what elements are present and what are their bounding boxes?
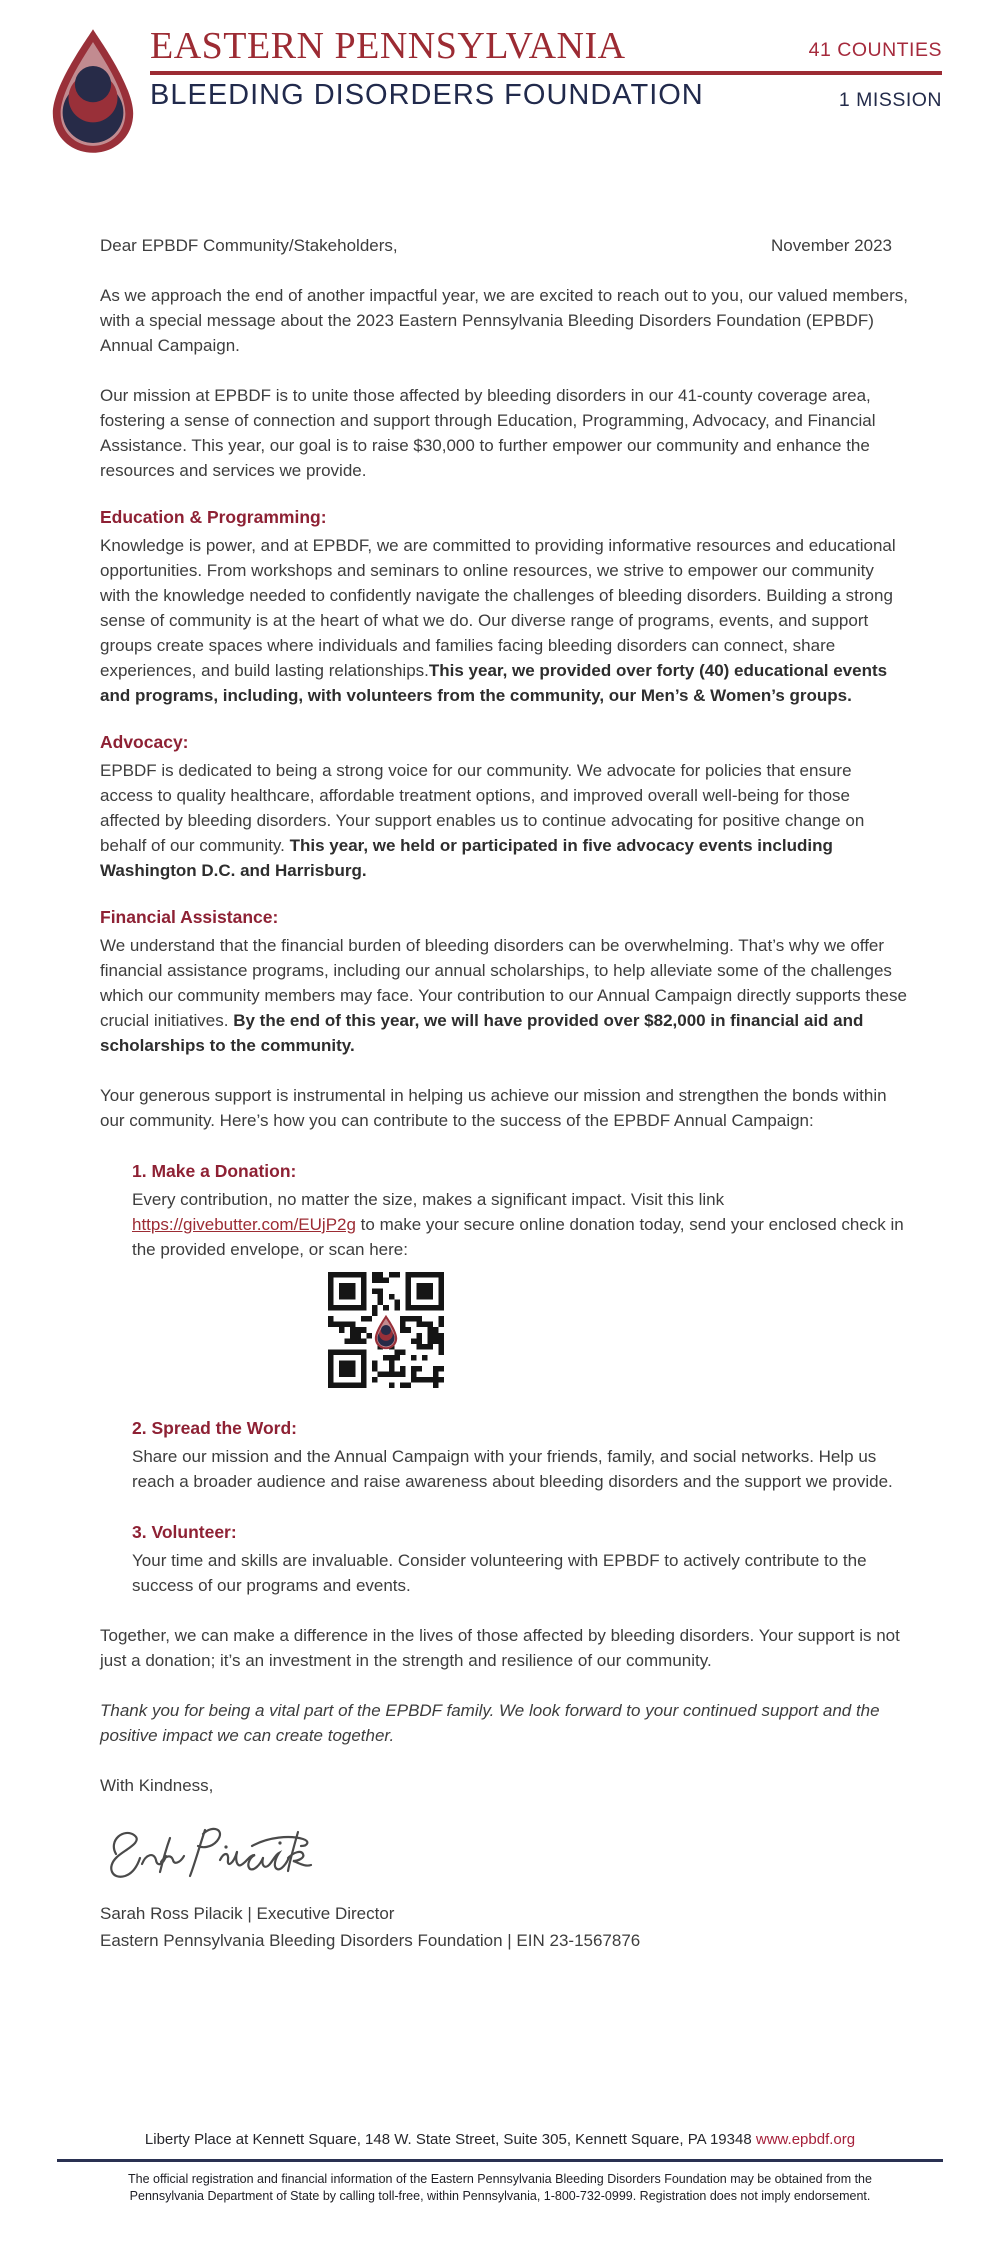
body-text: Your time and skills are invaluable. Consider volunteering with EPBDF to actively contribute to the success of our programs and events.	[132, 1551, 867, 1595]
letter-date: November 2023	[771, 236, 892, 255]
counties-badge: 41 COUNTIES	[808, 39, 942, 61]
section-heading: 2. Spread the Word:	[132, 1418, 297, 1438]
letter-paragraph	[100, 533, 908, 708]
letterhead	[0, 0, 1000, 112]
donation-qr-code	[328, 1272, 444, 1388]
letter-paragraph	[100, 758, 908, 883]
body-text: As we approach the end of another impactful year, we are excited to reach out to you, our valued members, with a special message about the 2023 Eastern Pennsylvania Bleeding Disorders Foundation (EPBDF) Annual Campaign.	[100, 286, 908, 355]
disclaimer-line2: Pennsylvania Department of State by calling toll-free, within Pennsylvania, 1-800-732-0999. Registration does not imply endorsement.	[129, 2189, 871, 2203]
body-text: Thank you for being a vital part of the EPBDF family. We look forward to your continued support and the positive impact we can create together.	[100, 1701, 880, 1745]
body-text: Your generous support is instrumental in helping us achieve our mission and strengthen the bonds within our community. Here’s how you can contribute to the success of the EPBDF Annual Campaign:	[100, 1086, 887, 1130]
section-heading: 1. Make a Donation:	[132, 1161, 297, 1181]
org-name-line2: BLEEDING DISORDERS FOUNDATION	[150, 79, 704, 111]
salutation: Dear EPBDF Community/Stakeholders,	[100, 236, 398, 255]
signature-image	[102, 1810, 317, 1892]
blood-drop-icon	[372, 1314, 400, 1350]
salutation-row	[100, 233, 908, 258]
section-heading: 3. Volunteer:	[132, 1522, 237, 1542]
website-link[interactable]: www.epbdf.org	[755, 2131, 856, 2148]
letter-paragraph	[100, 1773, 908, 1798]
letter-paragraph	[100, 283, 908, 358]
letter-paragraph	[100, 1623, 908, 1673]
letter-paragraph	[132, 1548, 908, 1598]
body-text: Our mission at EPBDF is to unite those affected by bleeding disorders in our 41-county coverage area, fostering a sense of connection and support through Education, Programming, Advocacy, and Financial Assistance. This year, our goal is to raise $30,000 to further empower our community and enhance the resources and services we provide.	[100, 386, 876, 480]
letterhead-text	[150, 26, 942, 112]
emphasized-text: This year, we held or participated in five advocacy events including Washington D.C. and Harrisburg.	[100, 836, 833, 880]
disclaimer-line1: The official registration and financial information of the Eastern Pennsylvania Bleeding Disorders Foundation may be obtained from the	[128, 2172, 872, 2186]
body-text: Knowledge is power, and at EPBDF, we are committed to providing informative resources and educational opportunities. From workshops and seminars to online resources, we strive to empower our community with the knowledge needed to confidently navigate the challenges of bleeding disorders. Building a strong sense of community is at the heart of what we do. Our diverse range of programs, events, and support groups create spaces where individuals and families facing bleeding disorders can connect, share experiences, and build lasting relationships.	[100, 536, 896, 680]
footer-rule	[57, 2159, 943, 2162]
body-text: Share our mission and the Annual Campaign with your friends, family, and social networks. Help us reach a broader audience and raise awareness about bleeding disorders and the support we provide.	[132, 1447, 893, 1491]
section-heading: Financial Assistance:	[100, 907, 279, 927]
mission-badge: 1 MISSION	[838, 89, 942, 111]
letter-paragraph	[100, 383, 908, 483]
address-text: Liberty Place at Kennett Square, 148 W. State Street, Suite 305, Kennett Square, PA 19348	[144, 2131, 756, 2148]
body-text: With Kindness,	[100, 1776, 214, 1795]
signoff-name-title: Sarah Ross Pilacik | Executive Director	[100, 1904, 395, 1923]
section-heading: Education & Programming:	[100, 507, 327, 527]
body-text: to make your secure online donation today, send your enclosed check in the provided envelope, or scan here:	[132, 1215, 904, 1259]
letter-blocks	[100, 283, 908, 1798]
letter-footer	[57, 2130, 943, 2205]
footer-disclaimer	[57, 2171, 943, 2205]
body-text: EPBDF is dedicated to being a strong voice for our community. We advocate for policies that ensure access to quality healthcare, affordable treatment options, and improved overall well-being for those affected by bleeding disorders. Your support enables us to continue advocating for positive change on behalf of our community.	[100, 761, 865, 855]
emphasized-text: This year, we provided over forty (40) educational events and programs, including, with volunteers from the community, our Men’s & Women’s groups.	[100, 661, 888, 705]
body-text: Together, we can make a difference in the lives of those affected by bleeding disorders. Your support is not just a donation; it’s an investment in the strength and resilience of our community.	[100, 1626, 900, 1670]
signoff-org-ein: Eastern Pennsylvania Bleeding Disorders Foundation | EIN 23-1567876	[100, 1931, 641, 1950]
body-text: Every contribution, no matter the size, makes a significant impact. Visit this link	[132, 1190, 725, 1209]
emphasized-text: By the end of this year, we will have provided over $82,000 in financial aid and scholarships to the community.	[100, 1011, 864, 1055]
section-heading: Advocacy:	[100, 732, 189, 752]
org-name-line1: EASTERN PENNSYLVANIA	[150, 25, 626, 67]
footer-address	[57, 2130, 943, 2150]
body-text: We understand that the financial burden of bleeding disorders can be overwhelming. That’s why we offer financial assistance programs, including our annual scholarships, to help alleviate some of the challenges which our community members may face. Your contribution to our Annual Campaign directly supports these crucial initiatives.	[100, 936, 907, 1030]
letter-paragraph	[132, 1187, 908, 1262]
letter-paragraph	[100, 1083, 908, 1133]
blood-drop-icon	[44, 26, 142, 156]
letter-body	[100, 233, 908, 1954]
letter-paragraph	[132, 1444, 908, 1494]
givebutter-link[interactable]: https://givebutter.com/EUjP2g	[132, 1215, 356, 1234]
letter-paragraph	[100, 933, 908, 1058]
letter-paragraph	[100, 1698, 908, 1748]
